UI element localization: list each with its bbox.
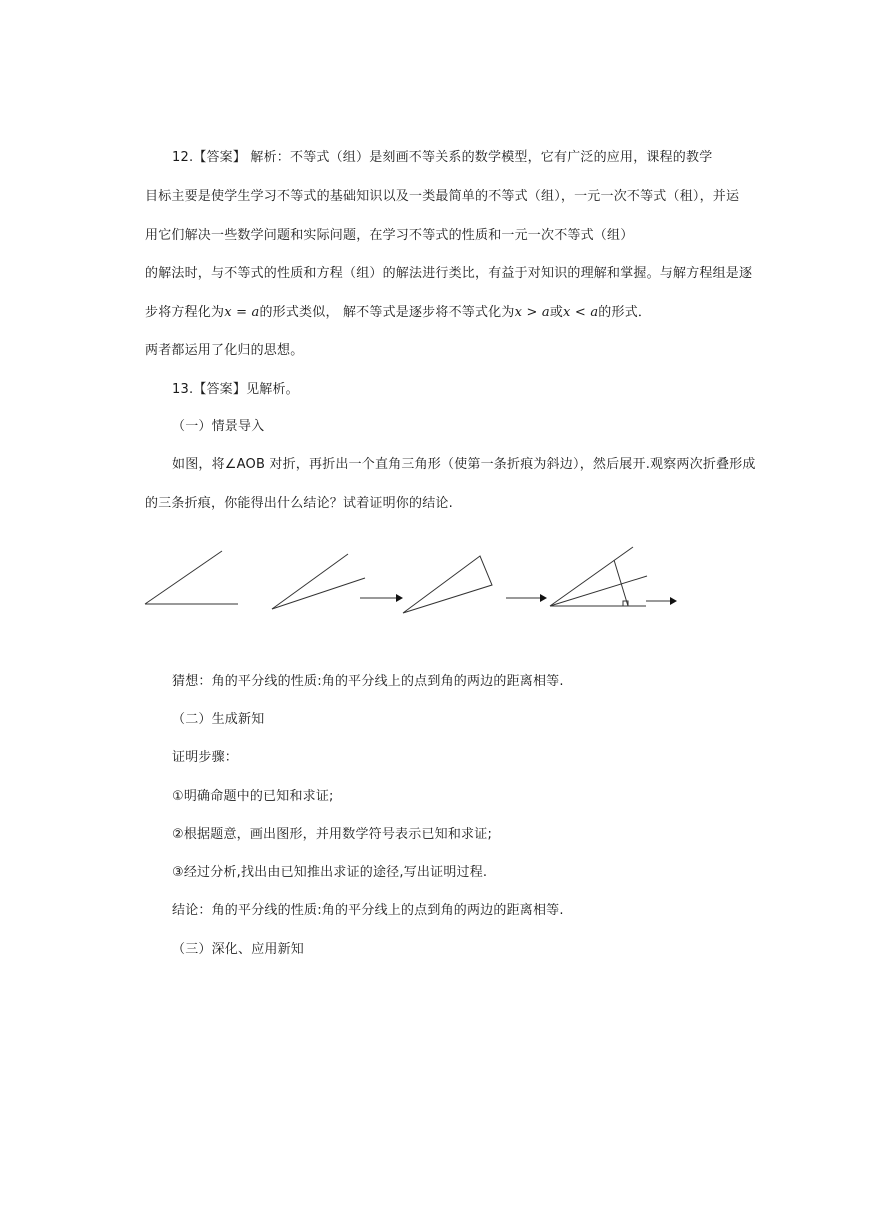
part-2-title: （二）生成新知 [172,712,265,727]
answer-12-line-2: 目标主要是使学生学习不等式的基础知识以及一类最简单的不等式（组），一元一次不等式（租），并运 [145,189,740,204]
conclusion: 结论：角的平分线的性质:角的平分线上的点到角的两边的距离相等. [172,903,564,918]
proof-step-2: ②根据题意，画出图形，并用数学符号表示已知和求证; [172,827,493,842]
answer-13-heading: 13.【答案】见解析。 [172,382,299,397]
figure-unfolded-creases [550,547,677,606]
intro-line-2: 的三条折痕，你能得出什么结论？试着证明你的结论. [145,496,453,511]
figure-folded-angle [272,554,365,609]
inequality-x-lt-a: x < a [563,305,599,320]
arrow-right-icon [360,594,403,602]
line5-text-b: 的形式类似， 解不等式是逐步将不等式化为 [259,305,515,320]
part-1-title: （一）情景导入 [172,419,265,434]
answer-12-line-1: 12.【答案】 解析：不等式（组）是刻画不等关系的数学模型，它有广泛的应用，课程的教学 [172,150,713,165]
conjecture: 猜想：角的平分线的性质:角的平分线上的点到角的两边的距离相等. [172,674,564,689]
equation-x-eq-a: x = a [224,305,260,320]
figure-right-triangle-fold [403,556,492,613]
line5-text-a: 步将方程化为 [145,305,225,320]
proof-steps-title: 证明步骤： [172,750,239,765]
answer-12-line-5 [145,304,651,322]
part-3-title: （三）深化、应用新知 [172,942,305,957]
answer-12-line-3: 用它们解决一些数学问题和实际问题，在学习不等式的性质和一元一次不等式（组） [145,228,634,243]
figure-angle-aob [145,551,238,604]
line5-text-c: 或 [549,305,564,320]
intro-line-1: 如图，将∠AOB 对折，再折出一个直角三角形（使第一条折痕为斜边），然后展开.观察两次折叠形成 [172,457,756,472]
proof-step-3: ③经过分析,找出由已知推出求证的途径,写出证明过程. [172,865,488,880]
arrow-right-icon [506,594,547,602]
proof-step-1: ①明确命题中的已知和求证; [172,789,334,804]
answer-12-line-4: 的解法时，与不等式的性质和方程（组）的解法进行类比，有益于对知识的理解和掌握。与解方程组是逐 [145,266,753,281]
inequality-x-gt-a: x > a [514,305,550,320]
answer-12-line-6: 两者都运用了化归的思想。 [145,343,304,358]
line5-text-d: 的形式． [598,305,652,320]
